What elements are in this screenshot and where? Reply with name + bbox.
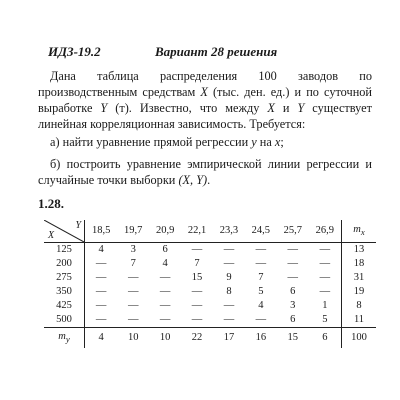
frequency-cell: — — [223, 300, 235, 311]
row-x-value: 350 — [44, 285, 85, 299]
frequency-cell: — — [255, 244, 267, 255]
row-mx-value: 13 — [342, 243, 377, 258]
footer-total: 100 — [342, 328, 377, 349]
frequency-cell: — — [159, 314, 171, 325]
frequency-cell: 7 — [130, 258, 136, 269]
table-row — [44, 285, 376, 299]
frequency-cell: — — [255, 314, 267, 325]
frequency-cell: — — [159, 272, 171, 283]
frequency-cell: 6 — [162, 244, 168, 255]
frequency-cell: 3 — [290, 300, 296, 311]
variant-title: Вариант 28 решения — [155, 44, 278, 59]
frequency-cell: 7 — [194, 258, 200, 269]
table-corner-cell — [44, 220, 85, 243]
frequency-cell: 1 — [322, 300, 328, 311]
frequency-cell: — — [127, 272, 139, 283]
frequency-cell: 9 — [226, 272, 232, 283]
footer-my-value: 16 — [245, 328, 277, 349]
table-header-row — [44, 220, 376, 243]
header-y-value: 26,9 — [309, 220, 342, 243]
frequency-cell: — — [127, 286, 139, 297]
header-y-value: 18,5 — [85, 220, 118, 243]
frequency-cell: — — [159, 286, 171, 297]
frequency-cell: — — [191, 286, 203, 297]
frequency-cell: 5 — [322, 314, 328, 325]
frequency-cell: 6 — [290, 314, 296, 325]
frequency-cell: — — [191, 244, 203, 255]
frequency-cell: 8 — [226, 286, 232, 297]
row-mx-value: 19 — [342, 285, 377, 299]
frequency-cell: — — [95, 272, 107, 283]
frequency-cell: 15 — [191, 272, 203, 283]
frequency-cell: — — [287, 272, 298, 283]
footer-my-value: 15 — [277, 328, 309, 349]
table-row — [44, 313, 376, 328]
header-y-value: 23,3 — [213, 220, 245, 243]
table-row — [44, 257, 376, 271]
frequency-cell: — — [95, 300, 107, 311]
row-mx-value: 11 — [342, 313, 377, 328]
frequency-cell: — — [191, 300, 203, 311]
frequency-cell: — — [127, 314, 139, 325]
frequency-cell: — — [287, 258, 298, 269]
footer-my-value: 4 — [85, 328, 118, 349]
frequency-cell: — — [159, 300, 171, 311]
table-row — [44, 271, 376, 285]
header-y-value: 19,7 — [117, 220, 149, 243]
row-mx-value: 8 — [342, 299, 377, 313]
footer-my-label: $m_y$ — [44, 328, 85, 349]
footer-my-value: 10 — [149, 328, 181, 349]
distribution-table — [44, 220, 376, 348]
corner-y-label: Y — [75, 220, 81, 231]
frequency-cell: — — [95, 314, 107, 325]
footer-my-value: 17 — [213, 328, 245, 349]
frequency-cell: — — [223, 244, 235, 255]
frequency-cell: — — [319, 272, 331, 283]
footer-my-value: 10 — [117, 328, 149, 349]
frequency-cell: — — [127, 300, 139, 311]
frequency-cell: — — [287, 244, 298, 255]
row-x-value: 500 — [44, 313, 85, 328]
footer-my-value: 6 — [309, 328, 342, 349]
row-x-value: 425 — [44, 299, 85, 313]
frequency-cell: — — [95, 258, 107, 269]
table-row — [44, 243, 376, 258]
frequency-cell: — — [255, 258, 267, 269]
header-mx: $m_x$ — [342, 220, 377, 243]
frequency-cell: 7 — [258, 272, 264, 283]
header-y-value: 25,7 — [277, 220, 309, 243]
row-x-value: 275 — [44, 271, 85, 285]
row-x-value: 125 — [44, 243, 85, 258]
table-body — [44, 243, 376, 349]
row-mx-value: 18 — [342, 257, 377, 271]
frequency-cell: 4 — [258, 300, 264, 311]
header-y-value: 22,1 — [181, 220, 213, 243]
frequency-cell: 6 — [290, 286, 296, 297]
task-item-a: а) найти уравнение прямой регрессии y на x; — [50, 135, 284, 149]
table-row — [44, 299, 376, 313]
row-x-value: 200 — [44, 257, 85, 271]
frequency-cell: — — [319, 286, 331, 297]
frequency-cell: — — [319, 258, 331, 269]
task-description: Дана таблица распределения 100 заводов по производственным средствам X (тыс. ден. ед.) и по суточной выработке Y (т). Известно, что между X и Y существует линейная корреляционная зависимость. Требуется: — [38, 69, 372, 131]
frequency-cell: — — [95, 286, 107, 297]
assignment-code: ИДЗ-19.2 — [48, 44, 101, 59]
header-y-value: 24,5 — [245, 220, 277, 243]
frequency-cell: 4 — [162, 258, 168, 269]
header-y-value: 20,9 — [149, 220, 181, 243]
frequency-cell: 5 — [258, 286, 264, 297]
row-mx-value: 31 — [342, 271, 377, 285]
footer-my-value: 22 — [181, 328, 213, 349]
corner-x-label: X — [48, 230, 55, 241]
frequency-cell: — — [191, 314, 203, 325]
frequency-cell: — — [319, 244, 331, 255]
task-item-b: б) построить уравнение эмпирической линии регрессии и случайные точки выборки (X, Y). — [38, 157, 372, 187]
frequency-cell: 3 — [130, 244, 136, 255]
table-footer-row — [44, 328, 376, 349]
frequency-cell: 4 — [98, 244, 104, 255]
frequency-cell: — — [223, 258, 235, 269]
frequency-cell: — — [223, 314, 235, 325]
problem-number: 1.28. — [38, 196, 64, 211]
